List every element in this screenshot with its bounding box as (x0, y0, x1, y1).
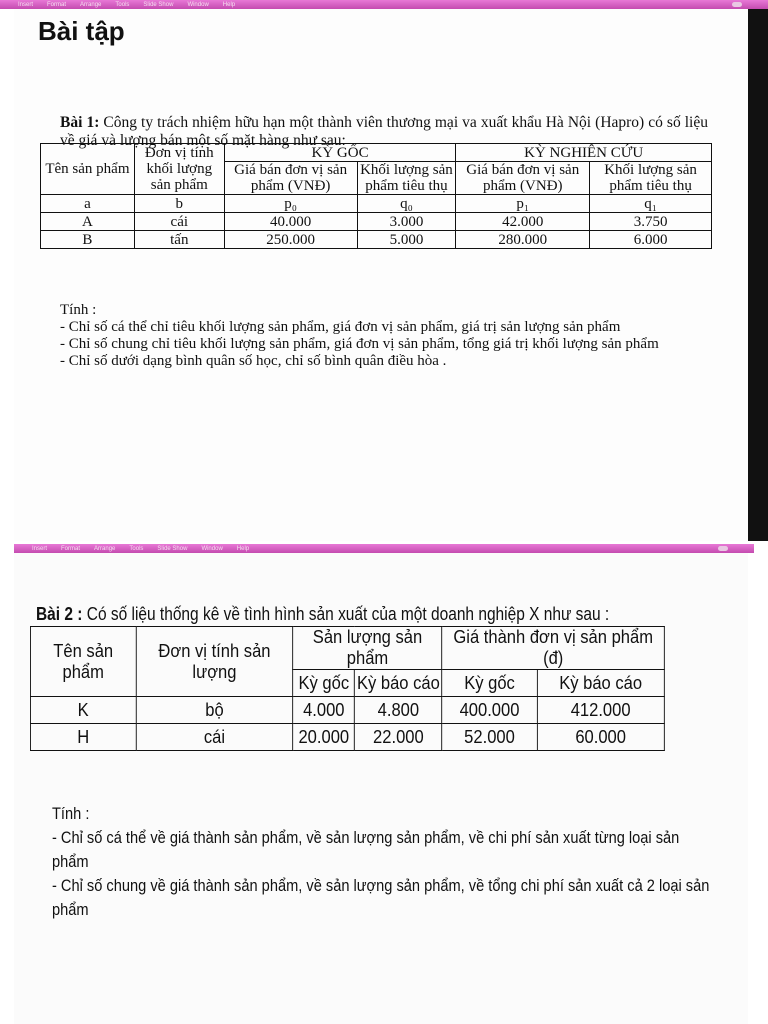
table-row (41, 213, 712, 231)
cell: 280.000 (456, 231, 590, 249)
cell: K (30, 697, 136, 724)
bai1-table (40, 143, 712, 249)
menubar-top (0, 0, 768, 9)
cell: 60.000 (537, 724, 664, 751)
bai2-tasks (52, 802, 714, 922)
header-base-period: KỲ GỐC (224, 144, 456, 162)
task-item: - Chỉ số cá thể chỉ tiêu khối lượng sản phẩm, giá đơn vị sản phẩm, giá trị sản lượng sản phẩm (60, 319, 621, 335)
task-item: - Chỉ số cá thể về giá thành sản phẩm, về sản lượng sản phẩm, về chi phí sản xuất từng loại sản phẩm (52, 828, 680, 871)
menu-item[interactable]: Insert (32, 545, 48, 552)
tinh-label: Tính : (52, 804, 90, 823)
menu-item[interactable]: Format (47, 1, 67, 8)
header-unit: Đơn vị tính khối lượng sản phẩm (134, 144, 224, 195)
symbol-cell: q₁ (590, 195, 712, 213)
symbol-cell: b (134, 195, 224, 213)
bai2-label: Bài 2 : (36, 604, 83, 624)
menu-item[interactable]: Tools (115, 1, 130, 8)
menu-item[interactable]: Window (201, 545, 223, 552)
menu-item[interactable]: Slide Show (143, 1, 174, 8)
cell: 5.000 (357, 231, 456, 249)
cell: 412.000 (537, 697, 664, 724)
cell: 52.000 (442, 724, 537, 751)
cell: 250.000 (224, 231, 357, 249)
menubar-second (14, 544, 754, 553)
menu-item[interactable]: Slide Show (157, 545, 188, 552)
slide-1 (14, 9, 748, 541)
cell: cái (134, 213, 224, 231)
task-item: - Chỉ số chung chỉ tiêu khối lượng sản phẩm, giá đơn vị sản phẩm, tổng giá trị khối lượng sản phẩm (60, 336, 659, 352)
header-unit-cost: Giá thành đơn vị sản phẩm (đ) (442, 627, 664, 670)
symbol-cell: p₀ (224, 195, 357, 213)
menu-item[interactable]: Tools (129, 545, 144, 552)
header-output: Sản lượng sản phẩm (293, 627, 442, 670)
header-product: Tên sản phẩm (41, 144, 135, 195)
cell: 3.000 (357, 213, 456, 231)
menu-item[interactable]: Help (236, 545, 250, 552)
window-control-icon[interactable] (732, 2, 742, 7)
header-report-period: KỲ NGHIÊN CỨU (456, 144, 712, 162)
cell: cái (136, 724, 293, 751)
cell: tấn (134, 231, 224, 249)
cell: 3.750 (590, 213, 712, 231)
menu-item[interactable]: Insert (18, 1, 34, 8)
cell: B (41, 231, 135, 249)
bai1-tasks (60, 302, 710, 370)
window-control-icon[interactable] (718, 546, 728, 551)
bai2-table (30, 626, 665, 751)
header-price-report: Giá bán đơn vị sản phẩm (VNĐ) (456, 162, 590, 195)
symbol-cell: p₁ (456, 195, 590, 213)
task-item: - Chỉ số chung về giá thành sản phẩm, về sản lượng sản phẩm, về tổng chi phí sản xuất cả 2 loại sản phẩm (52, 876, 710, 919)
bai1-intro-text: Công ty trách nhiệm hữu hạn một thành viên thương mại va xuất khẩu Hà Nội (Hapro) có số liệu về giá và lượng bán một số mặt hàng như sau: (60, 114, 708, 149)
cell: 40.000 (224, 213, 357, 231)
cell: H (30, 724, 136, 751)
header-unit: Đơn vị tính sản lượng (136, 627, 293, 697)
header-qty-base: Khối lượng sản phẩm tiêu thụ (357, 162, 456, 195)
cell: 4.000 (293, 697, 355, 724)
menu-item[interactable]: Help (222, 1, 236, 8)
bai1-label: Bài 1: (60, 114, 100, 131)
symbol-cell: a (41, 195, 135, 213)
table-row (30, 724, 664, 751)
menu-item[interactable]: Window (187, 1, 209, 8)
tinh-label: Tính : (60, 302, 97, 318)
header-report: Kỳ báo cáo (355, 670, 442, 697)
dark-edge (748, 9, 768, 541)
menu-item[interactable]: Arrange (80, 1, 102, 8)
symbol-cell: q₀ (357, 195, 456, 213)
bai2-intro-text: Có số liệu thống kê về tình hình sản xuất của một doanh nghiệp X như sau : (86, 604, 610, 624)
cell: 4.800 (355, 697, 442, 724)
header-qty-report: Khối lượng sản phẩm tiêu thụ (590, 162, 712, 195)
cell: 6.000 (590, 231, 712, 249)
header-price-base: Giá bán đơn vị sản phẩm (VNĐ) (224, 162, 357, 195)
header-base: Kỳ gốc (293, 670, 355, 697)
menu-item[interactable]: Arrange (94, 545, 116, 552)
cell: 22.000 (355, 724, 442, 751)
cell: bộ (136, 697, 293, 724)
table-row (30, 697, 664, 724)
page-title: Bài tập (38, 16, 125, 46)
table-row (41, 231, 712, 249)
cell: A (41, 213, 135, 231)
header-report: Kỳ báo cáo (537, 670, 664, 697)
cell: 20.000 (293, 724, 355, 751)
cell: 400.000 (442, 697, 537, 724)
header-base: Kỳ gốc (442, 670, 537, 697)
task-item: - Chỉ số dưới dạng bình quân số học, chỉ số bình quân điều hòa . (60, 353, 447, 369)
bai2-intro (36, 602, 707, 626)
header-product: Tên sản phẩm (30, 627, 136, 697)
cell: 42.000 (456, 213, 590, 231)
menu-item[interactable]: Format (61, 545, 81, 552)
